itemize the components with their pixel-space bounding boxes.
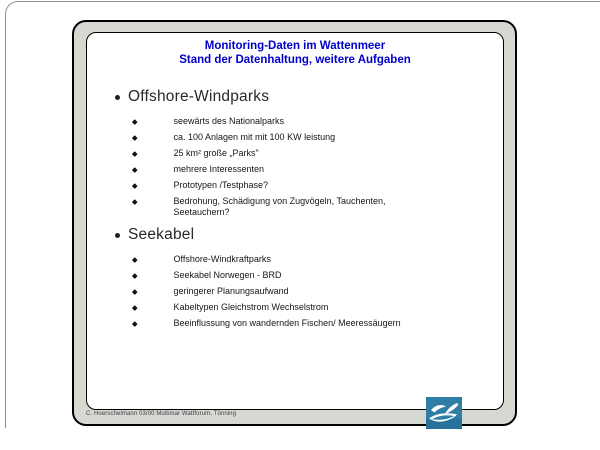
bullet-dot-icon [115, 233, 120, 238]
bullet-diamond-icon [132, 199, 137, 204]
footer-credit: C. Hoerschelmann 03/00 Multimar Wattforum, Tönning [86, 411, 237, 417]
bullet-label: Offshore-Windparks [128, 88, 270, 105]
sub-bullet-text: 25 km² große „Parks" [173, 148, 259, 158]
bullet-label: Seekabel [128, 226, 195, 243]
bullet-diamond-icon [132, 119, 137, 124]
sub-bullet-item [115, 164, 487, 175]
wave-logo-icon [426, 397, 462, 429]
sub-bullet-text: Beeinflussung von wandernden Fischen/ Meeressäugern [173, 318, 401, 328]
bullet-item-offshore-windparks [115, 88, 487, 106]
sub-bullet-item [115, 270, 487, 281]
sub-bullet-text: mehrere Interessenten [173, 164, 265, 174]
sub-bullet-item [115, 318, 487, 329]
bullet-diamond-icon [132, 305, 137, 310]
slide-card [72, 20, 517, 426]
bullet-diamond-icon [132, 321, 137, 326]
slide-title-line1: Monitoring-Daten im Wattenmeer [204, 40, 386, 52]
slide-title [87, 39, 503, 67]
sub-bullet-text: Kabeltypen Gleichstrom Wechselstrom [173, 302, 329, 312]
sub-bullet-item [115, 196, 487, 218]
bullet-diamond-icon [132, 135, 137, 140]
bullet-diamond-icon [132, 151, 137, 156]
bullet-dot-icon [115, 95, 120, 100]
sub-bullet-text: Bedrohung, Schädigung von Zugvögeln, Tauchenten, Seetauchern? [173, 196, 386, 217]
bullet-diamond-icon [132, 257, 137, 262]
sub-bullet-item [115, 302, 487, 313]
sub-bullet-item [115, 286, 487, 297]
bullet-diamond-icon [132, 289, 137, 294]
bullet-list [115, 88, 487, 334]
sub-bullet-text: geringerer Planungsaufwand [173, 286, 289, 296]
sub-bullet-item [115, 180, 487, 191]
sub-bullet-text: ca. 100 Anlagen mit mit 100 KW leistung [173, 132, 336, 142]
bullet-diamond-icon [132, 273, 137, 278]
bullet-item-seekabel [115, 226, 487, 244]
sub-bullet-item [115, 116, 487, 127]
sub-bullet-item [115, 254, 487, 265]
sub-bullet-item [115, 148, 487, 159]
sub-bullet-text: Offshore-Windkraftparks [173, 254, 271, 264]
bullet-diamond-icon [132, 183, 137, 188]
sub-bullet-item [115, 132, 487, 143]
sub-bullet-text: Seekabel Norwegen - BRD [173, 270, 282, 280]
slide-title-line2: Stand der Datenhaltung, weitere Aufgaben [179, 54, 411, 66]
bullet-diamond-icon [132, 167, 137, 172]
sub-bullet-text: seewärts des Nationalparks [173, 116, 285, 126]
slide-content-area [86, 32, 504, 410]
sub-bullet-text: Prototypen /Testphase? [173, 180, 269, 190]
